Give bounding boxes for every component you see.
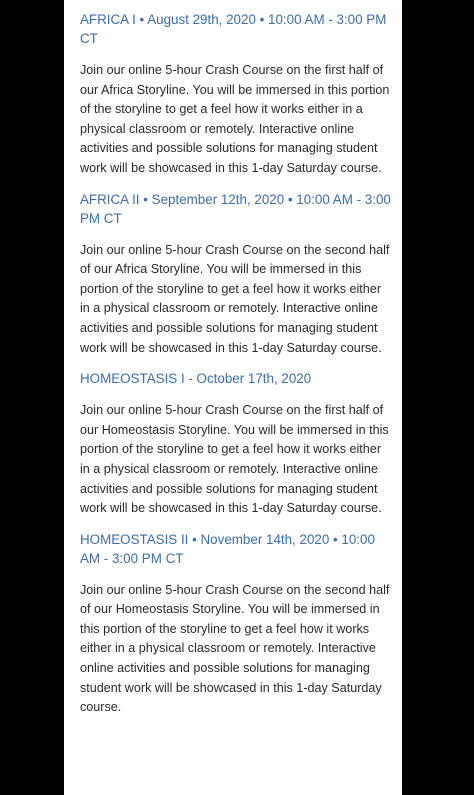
event-description: Join our online 5-hour Crash Course on the first half of our Homeostasis Storyline. You will be immersed in this portion of the storyline to get a feel how it works either in a physical classroom or remotely. Interactive online activities and possible solutions for managing student work will be showcased in this 1-day Saturday course. [80,403,389,516]
event-heading: HOMEOSTASIS II • November 14th, 2020 • 10:00 AM - 3:00 PM CT [80,531,375,566]
event-africa-2 [80,190,392,359]
event-description: Join our online 5-hour Crash Course on the second half of our Africa Storyline. You will be immersed in this portion of the storyline to get a feel how it works either in a physical classroom or remotely. Interactive online activities and possible solutions for managing student work will be showcased in this 1-day Saturday course. [80,242,390,355]
event-africa-1 [80,10,392,179]
event-heading: HOMEOSTASIS I - October 17th, 2020 [80,371,312,387]
event-homeostasis-1 [80,369,392,519]
event-heading: AFRICA I • August 29th, 2020 • 10:00 AM - 3:00 PM CT [80,12,387,46]
event-description: Join our online 5-hour Crash Course on the first half of our Africa Storyline. You will be immersed in this portion of the storyline to get a feel how it works either in a physical classroom or remotely. Interactive online activities and possible solutions for managing student work will be showcased in this 1-day Saturday course. [80,63,390,175]
event-heading: AFRICA II • September 12th, 2020 • 10:00 AM - 3:00 PM CT [80,191,391,226]
event-homeostasis-2 [80,530,392,718]
event-description: Join our online 5-hour Crash Course on the second half of our Homeostasis Storyline. You will be immersed in this portion of the storyline to get a feel how it works either in a physical classroom or remotely. Interactive online activities and possible solutions for managing student work will be showcased in this 1-day Saturday course. [80,582,390,715]
course-schedule-page [64,0,402,795]
